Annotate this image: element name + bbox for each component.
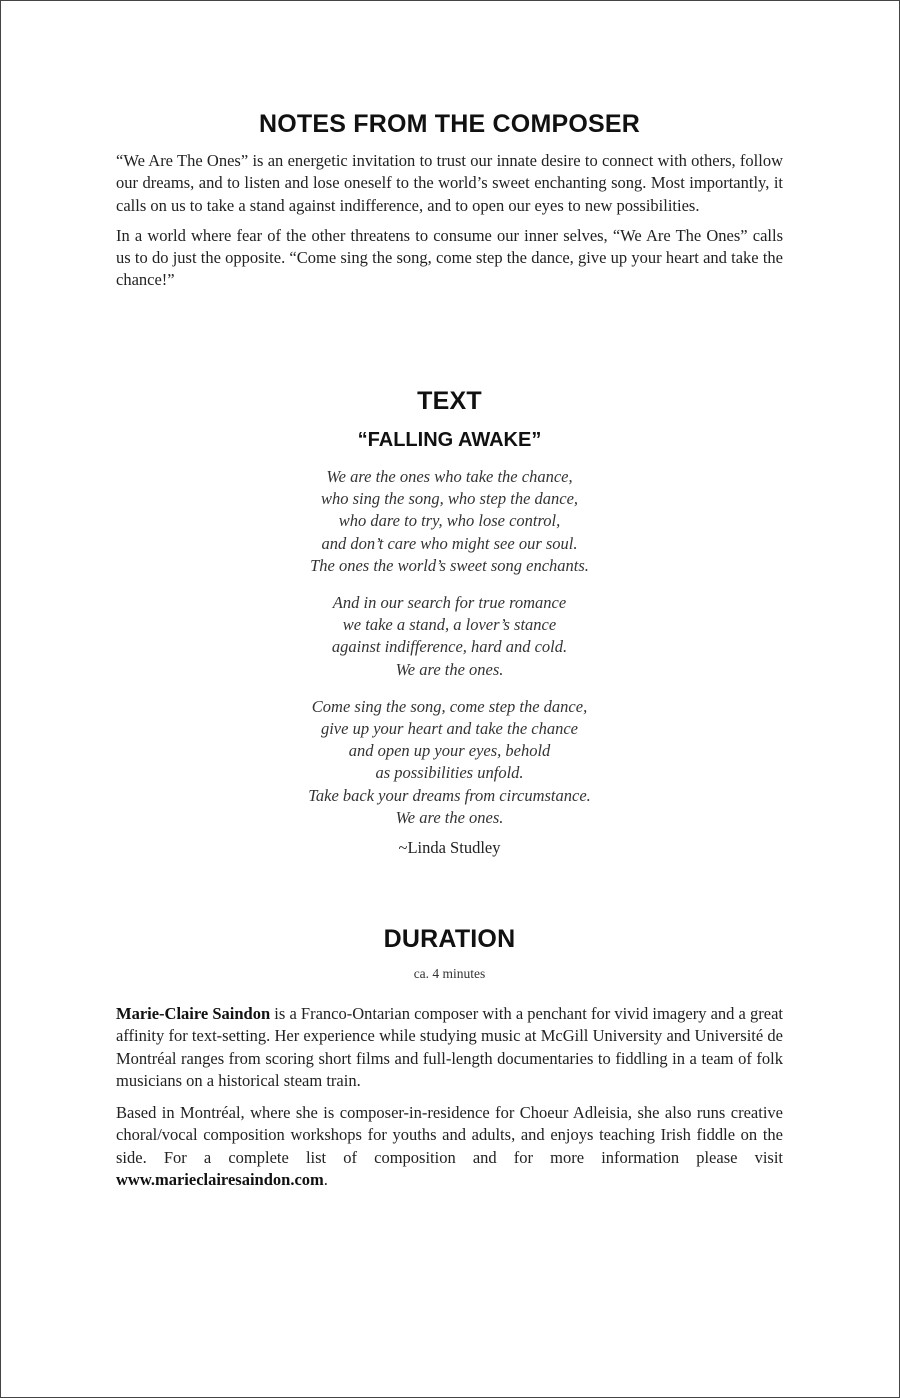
website-link[interactable]: www.marieclairesaindon.com [116, 1170, 324, 1190]
poem-line: We are the ones. [395, 807, 504, 827]
bio [116, 1003, 783, 1191]
poem-line: Take back your dreams from circumstance. [308, 785, 591, 805]
poem-stanza-2 [116, 592, 783, 681]
notes-paragraph-1: “We Are The Ones” is an energetic invitation to trust our innate desire to connect with others, follow our dreams, and to listen and lose oneself to the world’s sweet enchanting song. Most importantly, it calls on us to take a stand against indifference, and to open our eyes to new possibilities. [116, 151, 783, 215]
notes-heading: NOTES FROM THE COMPOSER [258, 110, 640, 138]
poem-line: give up your heart and take the chance [320, 719, 579, 739]
bio-paragraph-1 [116, 1003, 783, 1092]
poem-line: against indifference, hard and cold. [331, 637, 568, 657]
poem-attribution: ~Linda Studley [398, 838, 501, 857]
poem-line: we take a stand, a lover’s stance [342, 615, 557, 635]
poem-line: and open up your eyes, behold [348, 741, 551, 761]
poem-stanza-1 [116, 466, 783, 577]
duration-value: ca. 4 minutes [413, 966, 486, 981]
poem-line: The ones the world’s sweet song enchants. [310, 555, 589, 575]
bio-paragraph-2 [116, 1102, 783, 1191]
poem-line: who sing the song, who step the dance, [320, 489, 579, 509]
poem [116, 466, 783, 829]
bio-paragraph-2-end: . [323, 1170, 328, 1190]
poem-line: who dare to try, who lose control, [338, 511, 561, 531]
duration-heading: DURATION [383, 925, 516, 953]
composer-name: Marie-Claire Saindon [116, 1004, 271, 1023]
poem-title: “FALLING AWAKE” [357, 429, 542, 451]
bio-paragraph-1-text: is a Franco-Ontarian composer with a penchant for vivid imagery and a great affinity for text-setting. Her experience while studying music at McGill University and Université de Montréal ranges from scoring short films and full-length documentaries to fiddling in a team of folk musicians on a historical steam train. [116, 1004, 783, 1090]
notes-paragraph-2: In a world where fear of the other threatens to consume our inner selves, “We Are The Ones” calls us to do just the opposite. “Come sing the song, come step the dance, give up your heart and take the chance!” [116, 225, 783, 290]
poem-line: And in our search for true romance [332, 593, 567, 613]
notes-body [116, 150, 783, 292]
bio-paragraph-2-text: Based in Montréal, where she is composer-in-residence for Choeur Adleisia, she also runs creative choral/vocal composition workshops for youths and adults, and enjoys teaching Irish fiddle on the side. For a complete list of composition and for more information please visit [116, 1103, 783, 1167]
poem-line: and don’t care who might see our soul. [321, 533, 578, 553]
poem-stanza-3 [116, 696, 783, 829]
poem-line: Come sing the song, come step the dance, [311, 696, 588, 716]
poem-line: We are the ones. [395, 659, 504, 679]
poem-line: as possibilities unfold. [375, 763, 524, 783]
text-heading: TEXT [417, 387, 482, 415]
poem-line: We are the ones who take the chance, [326, 467, 573, 486]
